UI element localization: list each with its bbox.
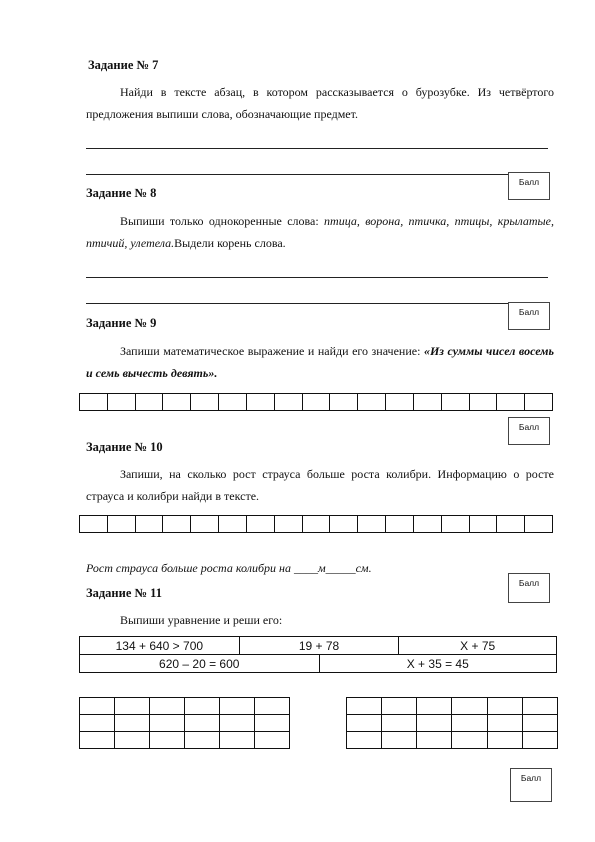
- grid-cell[interactable]: [80, 732, 115, 749]
- answer-cell[interactable]: [247, 516, 275, 532]
- answer-cell[interactable]: [191, 394, 219, 410]
- score-box[interactable]: [508, 172, 550, 200]
- table-row: [80, 698, 290, 715]
- score-box[interactable]: [508, 417, 550, 445]
- grid-cell[interactable]: [150, 698, 185, 715]
- answer-cells[interactable]: [79, 393, 553, 411]
- grid-cell[interactable]: [347, 732, 382, 749]
- answer-cell[interactable]: [247, 394, 275, 410]
- score-label: Балл: [518, 177, 540, 187]
- answer-cell[interactable]: [358, 394, 386, 410]
- answer-line: [86, 277, 548, 278]
- equation-cell[interactable]: 19 + 78: [239, 637, 399, 655]
- solution-grid-right[interactable]: [346, 697, 558, 749]
- answer-cell[interactable]: [219, 516, 247, 532]
- task11-text: Выпиши уравнение и реши его:: [120, 613, 283, 627]
- task7-text: Найди в тексте абзац, в котором рассказывается о бурозубке. Из четвёртого предложения выпиши слова, обозначающие предмет.: [86, 85, 554, 121]
- grid-cell[interactable]: [522, 698, 557, 715]
- answer-line: [86, 148, 548, 149]
- score-label: Балл: [520, 773, 542, 783]
- grid-cell[interactable]: [115, 698, 150, 715]
- task10-answer-line: Рост страуса больше роста колибри на ____м_____см.: [86, 561, 372, 575]
- answer-cell[interactable]: [163, 516, 191, 532]
- grid-cell[interactable]: [487, 732, 522, 749]
- grid-cell[interactable]: [382, 698, 417, 715]
- table-row: [80, 637, 557, 655]
- equation-cell[interactable]: 134 + 640 > 700: [80, 637, 240, 655]
- task9-expression: «Из суммы чисел восемь и семь вычесть девять».: [86, 344, 555, 380]
- grid-cell[interactable]: [452, 732, 487, 749]
- score-label: Балл: [518, 422, 540, 432]
- task8-words: птица, ворона, птичка, птицы, крылатые, птичий, улетела.: [86, 214, 554, 250]
- grid-cell[interactable]: [452, 698, 487, 715]
- grid-cell[interactable]: [220, 715, 255, 732]
- grid-cell[interactable]: [220, 698, 255, 715]
- grid-cell[interactable]: [150, 715, 185, 732]
- answer-cell[interactable]: [414, 516, 442, 532]
- grid-cell[interactable]: [382, 732, 417, 749]
- grid-cell[interactable]: [80, 715, 115, 732]
- answer-cell[interactable]: [303, 394, 331, 410]
- answer-cell[interactable]: [275, 516, 303, 532]
- answer-cell[interactable]: [163, 394, 191, 410]
- grid-cell[interactable]: [417, 715, 452, 732]
- grid-cell[interactable]: [255, 698, 290, 715]
- grid-cell[interactable]: [255, 732, 290, 749]
- grid-cell[interactable]: [80, 698, 115, 715]
- equation-cell[interactable]: X + 35 = 45: [319, 655, 557, 673]
- equations-table: [79, 636, 557, 673]
- answer-cell[interactable]: [80, 394, 108, 410]
- answer-cell[interactable]: [386, 516, 414, 532]
- task9-title: Задание № 9: [86, 316, 157, 330]
- grid-cell[interactable]: [417, 698, 452, 715]
- grid-cell[interactable]: [522, 715, 557, 732]
- answer-cell[interactable]: [80, 516, 108, 532]
- task8-text-start: Выпиши только однокоренные слова:: [120, 214, 325, 228]
- answer-cell[interactable]: [442, 516, 470, 532]
- answer-cell[interactable]: [386, 394, 414, 410]
- table-row: [347, 732, 558, 749]
- answer-cells[interactable]: [79, 515, 553, 533]
- task10-title: Задание № 10: [86, 440, 163, 454]
- answer-cell[interactable]: [497, 516, 525, 532]
- grid-cell[interactable]: [220, 732, 255, 749]
- score-box[interactable]: [508, 573, 550, 603]
- grid-cell[interactable]: [522, 732, 557, 749]
- grid-cell[interactable]: [347, 715, 382, 732]
- answer-cell[interactable]: [470, 394, 498, 410]
- answer-cell[interactable]: [275, 394, 303, 410]
- answer-line: [86, 303, 526, 304]
- answer-cell[interactable]: [414, 394, 442, 410]
- task7-title: Задание № 7: [88, 58, 159, 72]
- grid-cell[interactable]: [115, 732, 150, 749]
- task8-text-end: Выдели корень слова.: [174, 236, 286, 250]
- answer-cell[interactable]: [442, 394, 470, 410]
- grid-cell[interactable]: [452, 715, 487, 732]
- task8-title: Задание № 8: [86, 186, 157, 200]
- answer-cell[interactable]: [136, 516, 164, 532]
- grid-cell[interactable]: [347, 698, 382, 715]
- answer-cell[interactable]: [330, 394, 358, 410]
- equation-cell[interactable]: 620 – 20 = 600: [80, 655, 320, 673]
- solution-grid-left[interactable]: [79, 697, 290, 749]
- score-box[interactable]: [508, 302, 550, 330]
- grid-cell[interactable]: [150, 732, 185, 749]
- task11-title: Задание № 11: [86, 586, 162, 600]
- answer-cell[interactable]: [108, 516, 136, 532]
- task10-text: Запиши, на сколько рост страуса больше роста колибри. Информацию о росте страуса и колибри найди в тексте.: [86, 467, 554, 503]
- score-label: Балл: [518, 307, 540, 317]
- answer-cell[interactable]: [497, 394, 525, 410]
- task9-text-start: Запиши математическое выражение и найди его значение:: [120, 344, 424, 358]
- grid-cell[interactable]: [487, 715, 522, 732]
- answer-cell[interactable]: [191, 516, 219, 532]
- answer-cell[interactable]: [108, 394, 136, 410]
- answer-cell[interactable]: [303, 516, 331, 532]
- score-label: Балл: [518, 578, 540, 588]
- answer-cell[interactable]: [525, 516, 553, 532]
- table-row: [80, 715, 290, 732]
- table-row: [347, 715, 558, 732]
- task9-text: [86, 340, 554, 384]
- equation-cell[interactable]: X + 75: [399, 637, 557, 655]
- grid-cell[interactable]: [185, 715, 220, 732]
- answer-cell[interactable]: [525, 394, 553, 410]
- score-box[interactable]: [510, 768, 552, 802]
- grid-cell[interactable]: [115, 715, 150, 732]
- grid-cell[interactable]: [382, 715, 417, 732]
- grid-cell[interactable]: [185, 698, 220, 715]
- grid-cell[interactable]: [417, 732, 452, 749]
- answer-cell[interactable]: [358, 516, 386, 532]
- answer-cell[interactable]: [470, 516, 498, 532]
- grid-cell[interactable]: [185, 732, 220, 749]
- answer-line: [86, 174, 526, 175]
- answer-cell[interactable]: [219, 394, 247, 410]
- table-row: [80, 732, 290, 749]
- task8-text: [86, 210, 554, 254]
- grid-cell[interactable]: [255, 715, 290, 732]
- grid-cell[interactable]: [487, 698, 522, 715]
- answer-cell[interactable]: [330, 516, 358, 532]
- table-row: [80, 655, 557, 673]
- table-row: [347, 698, 558, 715]
- answer-cell[interactable]: [136, 394, 164, 410]
